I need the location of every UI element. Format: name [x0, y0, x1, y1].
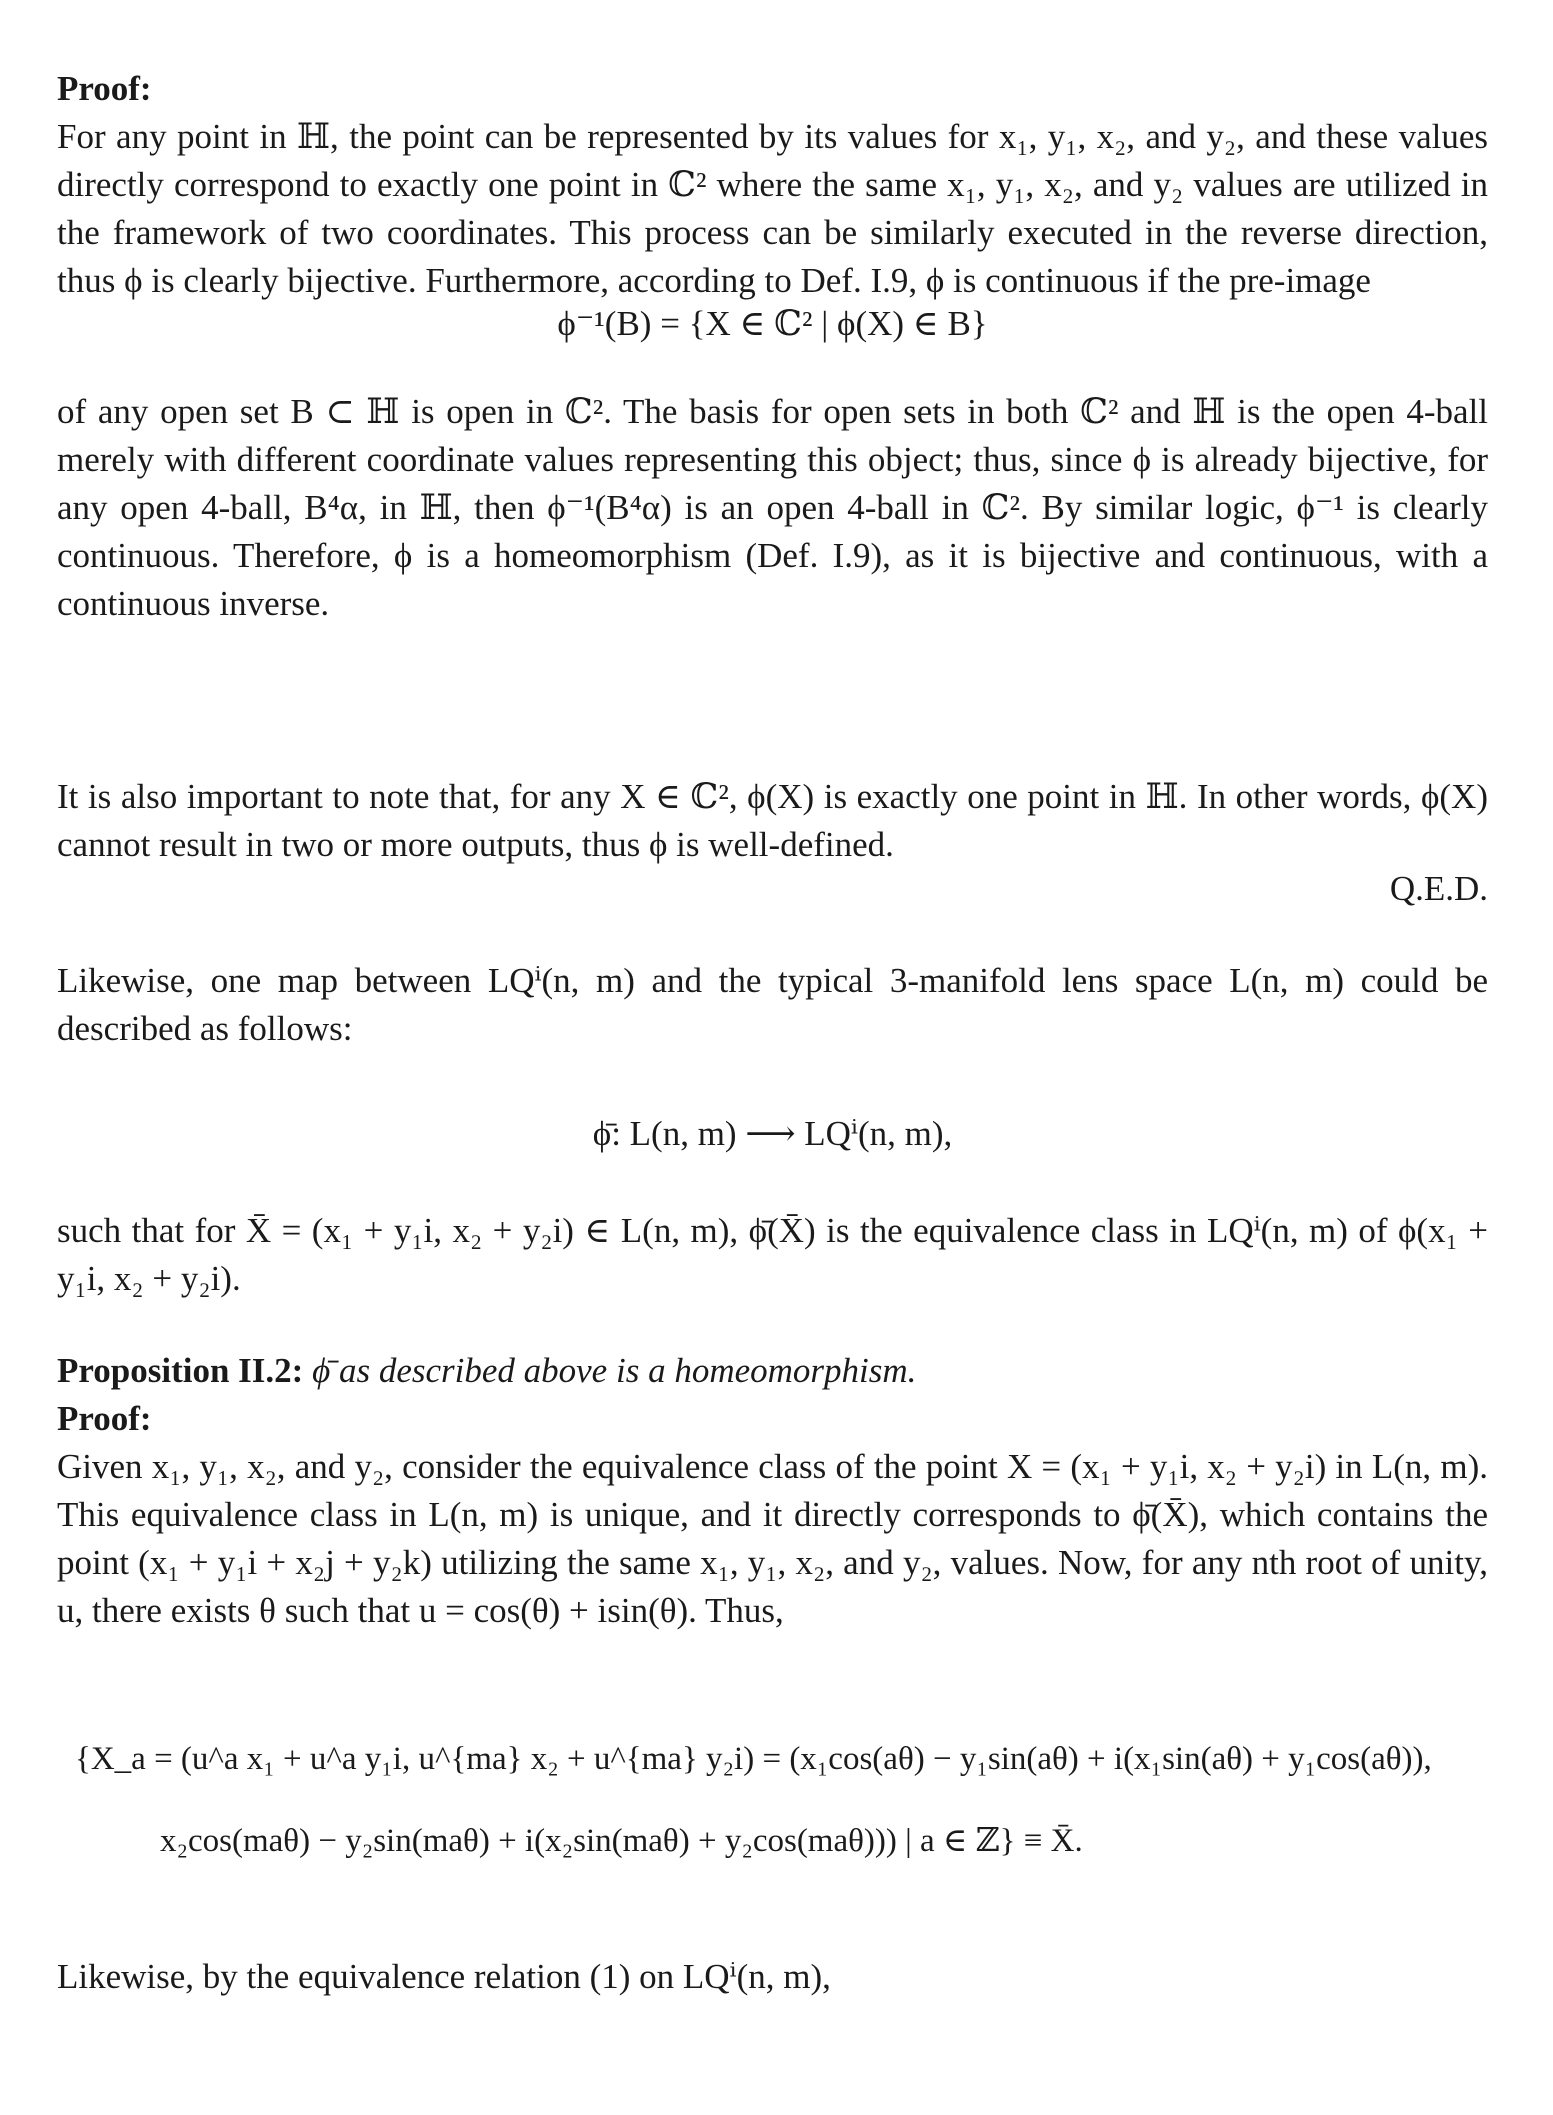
proposition-label: Proposition II.2: — [57, 1351, 304, 1390]
equation-preimage: ϕ⁻¹(B) = {X ∈ ℂ² | ϕ(X) ∈ B} — [557, 304, 988, 343]
proof-paragraph-3: It is also important to note that, for any X ∈ ℂ², ϕ(X) is exactly one point in ℍ. In other words, ϕ(X) cannot result in two or more outputs, thus ϕ is well-defined. — [57, 777, 1488, 864]
proof-paragraph-2: of any open set B ⊂ ℍ is open in ℂ². The basis for open sets in both ℂ² and ℍ is the open 4-ball merely with different coordinate values representing this object; thus, since ϕ is already bijective, for any open 4-ball, B⁴α, in ℍ, then ϕ⁻¹(B⁴α) is an open 4-ball in ℂ². By similar logic, ϕ⁻¹ is clearly continuous. Therefore, ϕ is a homeomorphism (Def. I.9), as it is bijective and continuous, with a continuous inverse. — [57, 392, 1488, 623]
proposition-proof-paragraph: Given x₁, y₁, x₂, and y₂, consider the equivalence class of the point X = (x₁ + y₁i, x₂ + y₂i) in L(n, m). This equivalence class in L(n, m) is unique, and it directly corresponds to ϕ̄(X̄), which contains the point (x₁ + y₁i + x₂j + y₂k) utilizing the same x₁, y₁, x₂, and y₂, values. Now, for any nth root of unity, u, there exists θ such that u = cos(θ) + isin(θ). Thus, — [57, 1447, 1488, 1630]
equation-equivalence-line-2: x₂cos(maθ) − y₂sin(maθ) + i(x₂sin(maθ) + y₂cos(maθ))) | a ∈ ℤ} ≡ X̄. — [160, 1823, 1083, 1859]
equation-equivalence-line-1: {X_a = (u^a x₁ + u^a y₁i, u^{ma} x₂ + u^{ma} y₂i) = (x₁cos(aθ) − y₁sin(aθ) + i(x₁sin(aθ) + y₁cos(aθ)), — [75, 1741, 1432, 1777]
proposition — [57, 1347, 1488, 1395]
qed-mark: Q.E.D. — [1389, 869, 1488, 908]
proof-paragraph-1: For any point in ℍ, the point can be represented by its values for x₁, y₁, x₂, and y₂, and these values directly correspond to exactly one point in ℂ² where the same x₁, y₁, x₂, and y₂ values are utilized in the framework of two coordinates. This process can be similarly executed in the reverse direction, thus ϕ is clearly bijective. Furthermore, according to Def. I.9, ϕ is continuous if the pre-image — [57, 117, 1488, 300]
closing-paragraph: Likewise, by the equivalence relation (1) on LQⁱ(n, m), — [57, 1957, 831, 1996]
map-paragraph: Likewise, one map between LQⁱ(n, m) and the typical 3-manifold lens space L(n, m) could be described as follows: — [57, 961, 1488, 1048]
map-definition-paragraph: such that for X̄ = (x₁ + y₁i, x₂ + y₂i) ∈ L(n, m), ϕ̄(X̄) is the equivalence class in LQⁱ(n, m) of ϕ(x₁ + y₁i, x₂ + y₂i). — [57, 1211, 1488, 1298]
equation-map: ϕ̄: L(n, m) ⟶ LQⁱ(n, m), — [592, 1114, 953, 1153]
proof-heading-2: Proof: — [57, 1399, 152, 1438]
proof-heading: Proof: — [57, 69, 152, 108]
proposition-statement: ϕ̄ as described above is a homeomorphism. — [312, 1351, 917, 1390]
